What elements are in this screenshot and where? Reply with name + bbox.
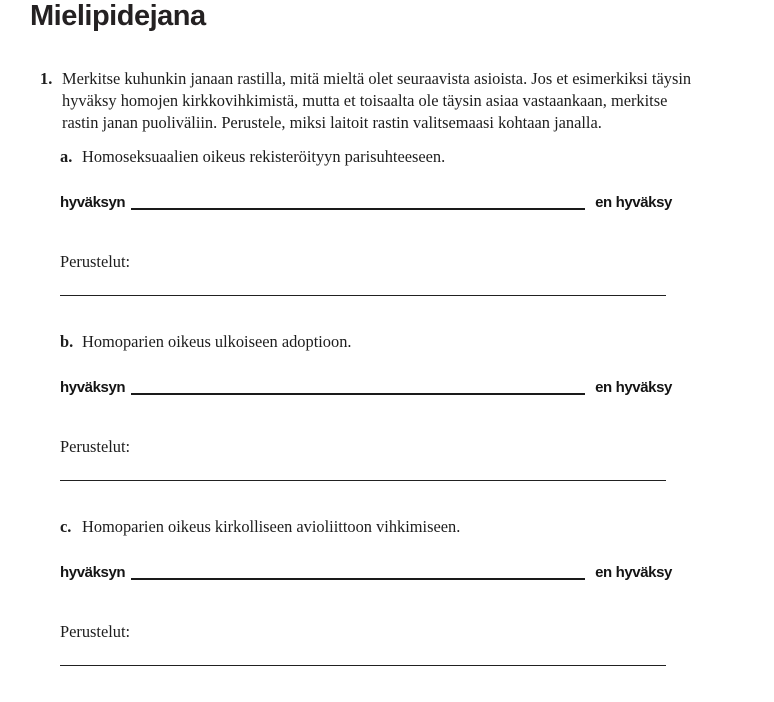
item-letter: c. — [60, 517, 72, 536]
worksheet-section-a — [60, 146, 672, 306]
item-row — [60, 146, 672, 168]
reasons-label: Perustelut: — [60, 252, 131, 271]
question-1 — [40, 68, 750, 133]
question-text-line: rastin janan puoliväliin. Perustele, miksi laitoit rastin valitsemaasi kohtaan janalla. — [62, 112, 602, 132]
opinion-scale — [60, 380, 672, 396]
item-text: Homoparien oikeus kirkolliseen avioliittoon vihkimiseen. — [82, 517, 461, 536]
item-row — [60, 331, 672, 353]
item-letter: b. — [60, 332, 74, 351]
page-title: Mielipidejana — [30, 0, 206, 32]
scale-right-label: en hyväksy — [595, 379, 672, 396]
opinion-scale — [60, 195, 672, 211]
question-text — [62, 68, 750, 133]
reasons-label: Perustelut: — [60, 437, 131, 456]
item-text: Homoseksuaalien oikeus rekisteröityyn parisuhteeseen. — [82, 147, 446, 166]
question-number: 1. — [40, 69, 53, 88]
scale-left-label: hyväksyn — [60, 564, 126, 581]
scale-left-label: hyväksyn — [60, 194, 126, 211]
scale-right-label: en hyväksy — [595, 194, 672, 211]
answer-line — [60, 281, 666, 296]
item-text: Homoparien oikeus ulkoiseen adoptioon. — [82, 332, 352, 351]
scale-line — [131, 393, 585, 395]
question-text-line: Merkitse kuhunkin janaan rastilla, mitä mieltä olet seuraavista asioista. Jos et esimerkiksi täysin — [62, 69, 692, 88]
scale-line — [131, 578, 585, 580]
question-text-line: hyväksy homojen kirkkovihkimistä, mutta et toisaalta ole täysin asiaa vastaankaan, merkitse — [62, 90, 668, 110]
opinion-scale — [60, 565, 672, 581]
answer-line — [60, 651, 666, 666]
item-row — [60, 516, 672, 538]
worksheet-section-b — [60, 331, 672, 491]
answer-line — [60, 466, 666, 481]
scale-right-label: en hyväksy — [595, 564, 672, 581]
scale-line — [131, 208, 585, 210]
item-letter: a. — [60, 147, 73, 166]
worksheet-section-c — [60, 516, 672, 676]
reasons-label: Perustelut: — [60, 622, 131, 641]
scale-left-label: hyväksyn — [60, 379, 126, 396]
